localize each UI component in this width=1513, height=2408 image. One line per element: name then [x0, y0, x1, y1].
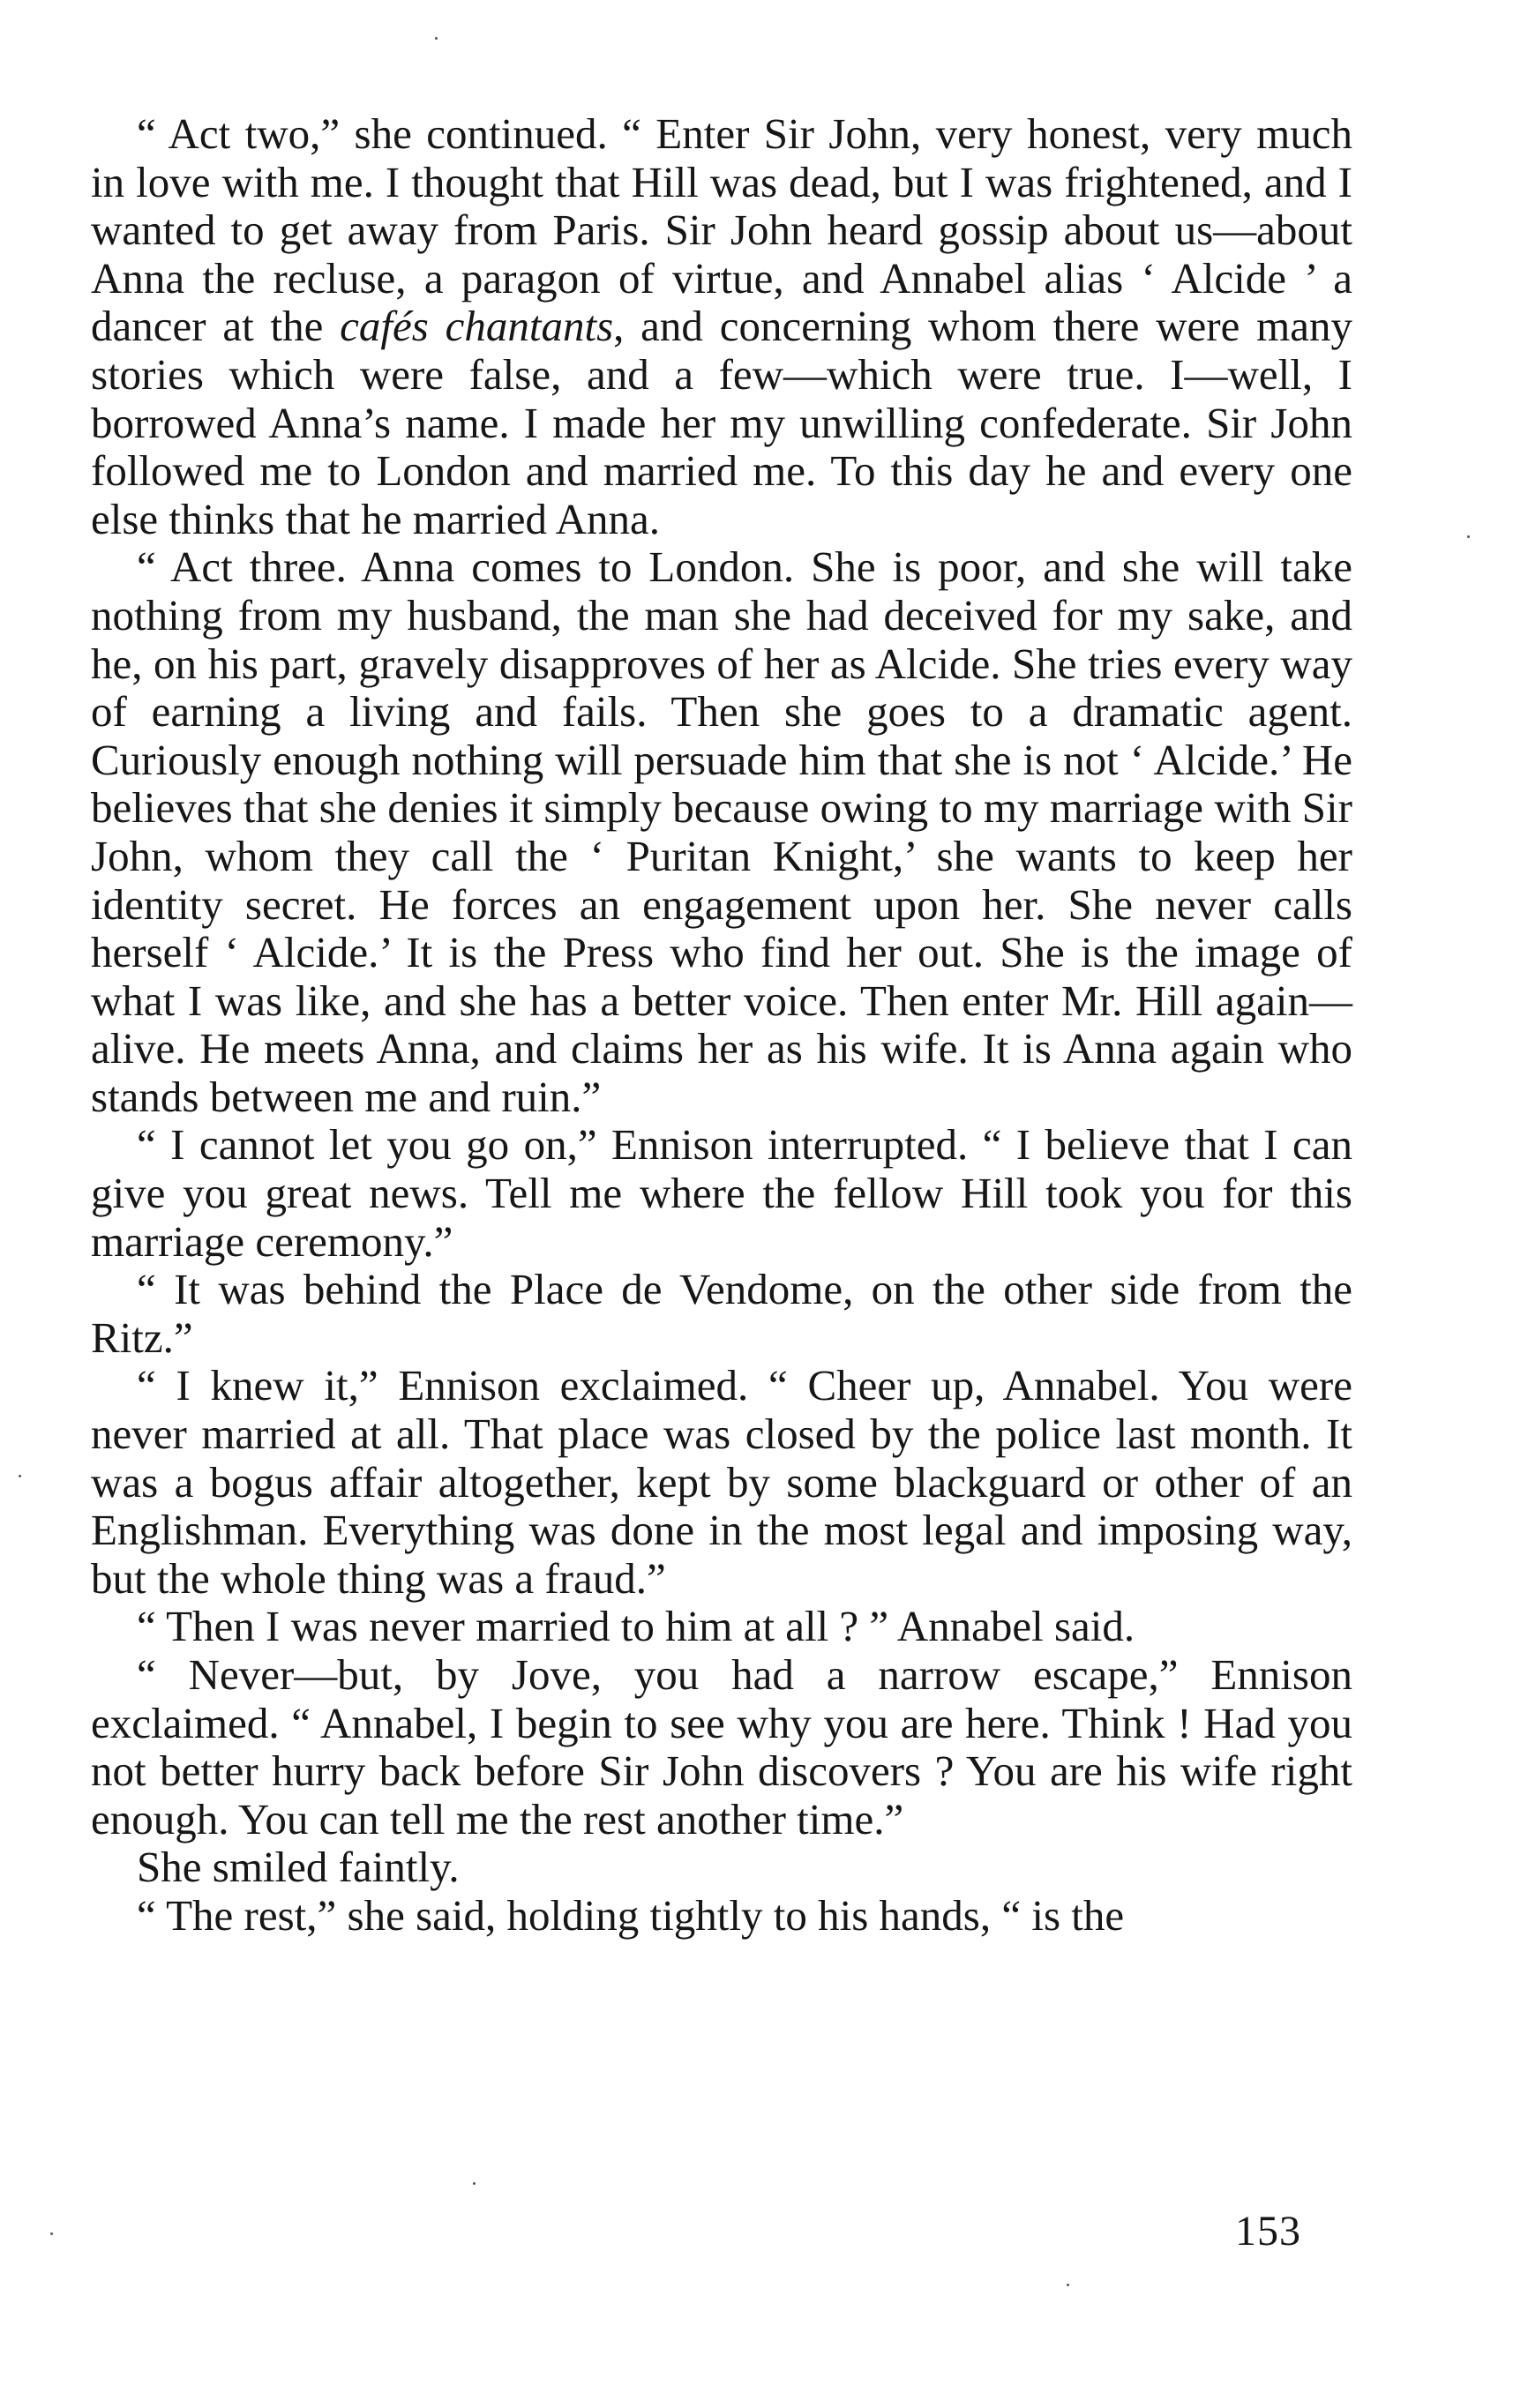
page-number: 153 — [1235, 2208, 1301, 2255]
paragraph-7 — [91, 1651, 1352, 1843]
paragraph-9 — [91, 1892, 1352, 1941]
paragraph-6 — [91, 1603, 1352, 1651]
paper-speck — [19, 1475, 21, 1477]
book-page-body — [91, 110, 1352, 1941]
paragraph-9-text: “ The rest,” she said, holding tightly to his hands, “ is the — [137, 1890, 1125, 1940]
paragraph-2-text: “ Act three. Anna comes to London. She is poor, and she will take nothing from my husband, the man she had deceived for my sake, and he, on his part, gravely disapproves of her as Alcide. She tries every way of earning a living and fails. Then she goes to a dramatic agent. Curiously enough nothing will persuade him that she is not ‘ Alcide.’ He believes that she denies it simply because owing to my marriage with Sir John, whom they call the ‘ Puritan Knight,’ she wants to keep her identity secret. He forces an engagement upon her. She never calls herself ‘ Alcide.’ It is the Press who find her out. She is the image of what I was like, and she has a better voice. Then enter Mr. Hill again—alive. He meets Anna, and claims her as his wife. It is Anna again who stands between me and ruin.” — [91, 542, 1352, 1121]
paper-speck — [1467, 535, 1470, 538]
paragraph-1 — [91, 110, 1352, 543]
paragraph-4 — [91, 1266, 1352, 1362]
paragraph-7-text: “ Never—but, by Jove, you had a narrow escape,” Ennison exclaimed. “ Annabel, I begin to see why you are here. Think ! Had you not better hurry back before Sir John discovers ? You are his wife right enough. You can tell me the rest another time.” — [91, 1650, 1352, 1843]
paragraph-8 — [91, 1843, 1352, 1892]
paragraph-3-text: “ I cannot let you go on,” Ennison interrupted. “ I believe that I can give you great news. Tell me where the fellow Hill took you for this marriage ceremony.” — [91, 1120, 1352, 1266]
paragraph-1-text-a: “ Act two,” she continued. “ Enter Sir John, very honest, very much in love with me. I thought that Hill was dead, but I was frightened, and I wanted to get away from Paris. Sir John heard gossip about us—about Anna the recluse, a paragon of virtue, and Annabel alias ‘ Alcide ’ a dancer at the — [91, 109, 1352, 351]
paragraph-6-text: “ Then I was never married to him at all ? ” Annabel said. — [137, 1602, 1135, 1651]
paper-speck — [435, 37, 438, 40]
paper-speck — [473, 2182, 476, 2185]
paragraph-5 — [91, 1362, 1352, 1603]
paragraph-5-text: “ I knew it,” Ennison exclaimed. “ Cheer up, Annabel. You were never married at all. That place was closed by the police last month. It was a bogus affair altogether, kept by some blackguard or other of an Englishman. Everything was done in the most legal and imposing way, but the whole thing was a fraud.” — [91, 1361, 1352, 1603]
paper-speck — [50, 2232, 53, 2235]
paragraph-2 — [91, 543, 1352, 1121]
paper-speck — [1067, 2284, 1069, 2286]
paragraph-1-text-b: , and concerning whom there were many stories which were false, and a few—which were true. I—well, I borrowed Anna’s name. I made her my unwilling confederate. Sir John followed me to London and married me. To this day he and every one else thinks that he married Anna. — [91, 302, 1353, 543]
paragraph-1-italic-phrase: cafés chantants — [340, 302, 614, 351]
paragraph-4-text: “ It was behind the Place de Vendome, on the other side from the Ritz.” — [91, 1265, 1352, 1362]
paragraph-3 — [91, 1121, 1352, 1266]
paragraph-8-text: She smiled faintly. — [137, 1843, 460, 1892]
